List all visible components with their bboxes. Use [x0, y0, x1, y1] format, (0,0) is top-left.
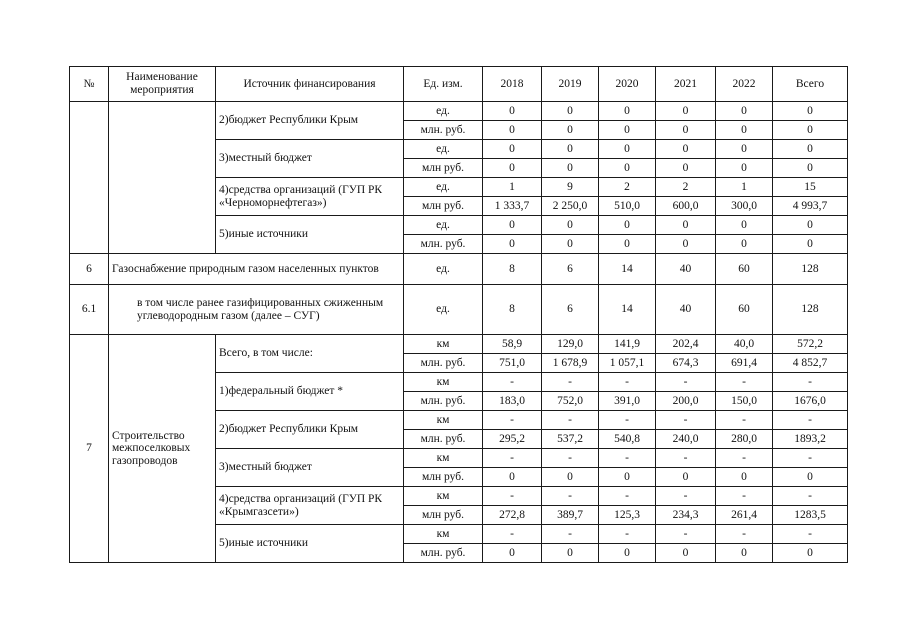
value-cell: 300,0	[716, 197, 773, 216]
value-cell: 0	[656, 544, 716, 563]
document-page	[69, 66, 848, 563]
value-cell: 183,0	[483, 392, 542, 411]
value-cell: 8	[483, 285, 542, 335]
value-cell: 141,9	[599, 335, 656, 354]
value-cell: -	[599, 487, 656, 506]
value-cell: 0	[773, 468, 848, 487]
value-cell: 0	[656, 102, 716, 121]
value-cell: 280,0	[716, 430, 773, 449]
unit-cell: км	[404, 449, 483, 468]
value-cell: 0	[773, 102, 848, 121]
unit-cell: млн руб.	[404, 159, 483, 178]
value-cell: -	[773, 411, 848, 430]
value-cell: 0	[773, 544, 848, 563]
value-cell: 1 057,1	[599, 354, 656, 373]
value-cell: 0	[716, 544, 773, 563]
value-cell: 389,7	[542, 506, 599, 525]
unit-cell: км	[404, 335, 483, 354]
value-cell: -	[716, 525, 773, 544]
value-cell: 0	[542, 468, 599, 487]
merged-name-cell: в том числе ранее газифицированных сжиженным углеводородным газом (далее – СУГ)	[109, 285, 404, 335]
value-cell: 4 852,7	[773, 354, 848, 373]
value-cell: -	[599, 525, 656, 544]
value-cell: 240,0	[656, 430, 716, 449]
value-cell: 1 678,9	[542, 354, 599, 373]
source-cell: 5)иные источники	[216, 525, 404, 563]
value-cell: 1283,5	[773, 506, 848, 525]
unit-cell: км	[404, 373, 483, 392]
value-cell: 0	[656, 121, 716, 140]
unit-cell: млн руб.	[404, 506, 483, 525]
value-cell: 150,0	[716, 392, 773, 411]
source-cell: 5)иные источники	[216, 216, 404, 254]
unit-cell: млн. руб.	[404, 354, 483, 373]
value-cell: -	[483, 373, 542, 392]
unit-cell: ед.	[404, 102, 483, 121]
value-cell: 0	[716, 468, 773, 487]
value-cell: 0	[716, 121, 773, 140]
value-cell: 600,0	[656, 197, 716, 216]
value-cell: 0	[542, 544, 599, 563]
source-cell: 4)средства организаций (ГУП РК «Черноморнефтегаз»)	[216, 178, 404, 216]
value-cell: 0	[542, 216, 599, 235]
value-cell: -	[773, 525, 848, 544]
value-cell: 202,4	[656, 335, 716, 354]
header-cell-source: Источник финансирования	[216, 67, 404, 102]
value-cell: 0	[483, 121, 542, 140]
value-cell: 0	[483, 544, 542, 563]
value-cell: -	[773, 373, 848, 392]
value-cell: 674,3	[656, 354, 716, 373]
value-cell: 751,0	[483, 354, 542, 373]
value-cell: 0	[773, 216, 848, 235]
value-cell: 752,0	[542, 392, 599, 411]
value-cell: -	[773, 449, 848, 468]
value-cell: -	[542, 373, 599, 392]
value-cell: 0	[656, 235, 716, 254]
value-cell: 128	[773, 254, 848, 285]
value-cell: -	[656, 449, 716, 468]
value-cell: -	[716, 449, 773, 468]
unit-cell: млн. руб.	[404, 235, 483, 254]
table-row	[70, 285, 848, 335]
value-cell: -	[656, 487, 716, 506]
value-cell: 15	[773, 178, 848, 197]
source-cell: 1)федеральный бюджет *	[216, 373, 404, 411]
value-cell: -	[483, 411, 542, 430]
value-cell: 0	[483, 468, 542, 487]
value-cell: 40	[656, 285, 716, 335]
unit-cell: млн. руб.	[404, 430, 483, 449]
value-cell: 0	[716, 159, 773, 178]
value-cell: 261,4	[716, 506, 773, 525]
value-cell: -	[483, 487, 542, 506]
table-row	[70, 335, 848, 354]
unit-cell: млн руб.	[404, 197, 483, 216]
value-cell: -	[542, 411, 599, 430]
value-cell: -	[542, 487, 599, 506]
unit-cell: млн. руб.	[404, 544, 483, 563]
value-cell: 60	[716, 254, 773, 285]
value-cell: -	[542, 449, 599, 468]
unit-cell: км	[404, 411, 483, 430]
value-cell: 391,0	[599, 392, 656, 411]
table-row	[70, 102, 848, 121]
header-cell-2021: 2021	[656, 67, 716, 102]
value-cell: 2 250,0	[542, 197, 599, 216]
name-cell-empty	[109, 102, 216, 254]
value-cell: 0	[542, 235, 599, 254]
value-cell: -	[483, 525, 542, 544]
value-cell: 272,8	[483, 506, 542, 525]
value-cell: 0	[599, 121, 656, 140]
value-cell: 0	[773, 159, 848, 178]
value-cell: 537,2	[542, 430, 599, 449]
value-cell: 0	[656, 140, 716, 159]
value-cell: 60	[716, 285, 773, 335]
value-cell: 0	[483, 159, 542, 178]
value-cell: 0	[483, 216, 542, 235]
source-cell: 4)средства организаций (ГУП РК «Крымгазсети»)	[216, 487, 404, 525]
value-cell: 0	[542, 159, 599, 178]
value-cell: -	[599, 411, 656, 430]
value-cell: 1676,0	[773, 392, 848, 411]
value-cell: 0	[542, 102, 599, 121]
unit-cell: км	[404, 525, 483, 544]
value-cell: -	[716, 487, 773, 506]
unit-cell: млн. руб.	[404, 121, 483, 140]
value-cell: 295,2	[483, 430, 542, 449]
value-cell: 8	[483, 254, 542, 285]
table-header-row	[70, 67, 848, 102]
num-cell: 6.1	[70, 285, 109, 335]
header-cell-2018: 2018	[483, 67, 542, 102]
value-cell: 2	[599, 178, 656, 197]
value-cell: 58,9	[483, 335, 542, 354]
value-cell: -	[773, 487, 848, 506]
value-cell: 1	[716, 178, 773, 197]
source-cell: 3)местный бюджет	[216, 140, 404, 178]
value-cell: 234,3	[656, 506, 716, 525]
value-cell: 0	[773, 140, 848, 159]
unit-cell: км	[404, 487, 483, 506]
value-cell: 540,8	[599, 430, 656, 449]
value-cell: 0	[716, 102, 773, 121]
source-cell: 2)бюджет Республики Крым	[216, 102, 404, 140]
value-cell: 0	[483, 140, 542, 159]
unit-cell: ед.	[404, 285, 483, 335]
unit-cell: млн руб.	[404, 468, 483, 487]
value-cell: 0	[716, 216, 773, 235]
name-cell: Строительство межпоселковых газопроводов	[109, 335, 216, 563]
num-cell: 7	[70, 335, 109, 563]
value-cell: 510,0	[599, 197, 656, 216]
value-cell: -	[656, 411, 716, 430]
value-cell: 6	[542, 254, 599, 285]
value-cell: 0	[716, 235, 773, 254]
value-cell: 9	[542, 178, 599, 197]
value-cell: 0	[599, 140, 656, 159]
value-cell: -	[542, 525, 599, 544]
value-cell: -	[599, 449, 656, 468]
value-cell: 0	[542, 140, 599, 159]
value-cell: 40,0	[716, 335, 773, 354]
num-cell: 6	[70, 254, 109, 285]
value-cell: 0	[599, 159, 656, 178]
value-cell: 0	[483, 235, 542, 254]
value-cell: 0	[599, 102, 656, 121]
value-cell: 691,4	[716, 354, 773, 373]
unit-cell: ед.	[404, 216, 483, 235]
value-cell: 128	[773, 285, 848, 335]
value-cell: 0	[599, 468, 656, 487]
financing-table	[69, 66, 848, 563]
value-cell: 0	[656, 159, 716, 178]
value-cell: -	[599, 373, 656, 392]
value-cell: 0	[773, 121, 848, 140]
source-cell: 2)бюджет Республики Крым	[216, 411, 404, 449]
num-cell-empty	[70, 102, 109, 254]
unit-cell: млн. руб.	[404, 392, 483, 411]
header-cell-total: Всего	[773, 67, 848, 102]
source-cell: Всего, в том числе:	[216, 335, 404, 373]
header-cell-2020: 2020	[599, 67, 656, 102]
value-cell: 0	[599, 216, 656, 235]
unit-cell: ед.	[404, 254, 483, 285]
merged-name-cell: Газоснабжение природным газом населенных пунктов	[109, 254, 404, 285]
value-cell: 1893,2	[773, 430, 848, 449]
value-cell: 6	[542, 285, 599, 335]
value-cell: -	[483, 449, 542, 468]
value-cell: 40	[656, 254, 716, 285]
value-cell: 14	[599, 285, 656, 335]
value-cell: 1 333,7	[483, 197, 542, 216]
value-cell: 0	[716, 140, 773, 159]
header-cell-2022: 2022	[716, 67, 773, 102]
source-cell: 3)местный бюджет	[216, 449, 404, 487]
value-cell: -	[716, 411, 773, 430]
value-cell: 0	[773, 235, 848, 254]
value-cell: 0	[599, 235, 656, 254]
value-cell: 0	[483, 102, 542, 121]
value-cell: 572,2	[773, 335, 848, 354]
value-cell: 1	[483, 178, 542, 197]
value-cell: 2	[656, 178, 716, 197]
value-cell: 0	[656, 216, 716, 235]
value-cell: -	[656, 373, 716, 392]
value-cell: 4 993,7	[773, 197, 848, 216]
value-cell: 125,3	[599, 506, 656, 525]
value-cell: 0	[599, 544, 656, 563]
unit-cell: ед.	[404, 140, 483, 159]
table-body	[70, 102, 848, 563]
value-cell: 129,0	[542, 335, 599, 354]
value-cell: -	[716, 373, 773, 392]
header-cell-name: Наименование мероприятия	[109, 67, 216, 102]
value-cell: 14	[599, 254, 656, 285]
value-cell: -	[656, 525, 716, 544]
value-cell: 200,0	[656, 392, 716, 411]
header-cell-num: №	[70, 67, 109, 102]
header-cell-2019: 2019	[542, 67, 599, 102]
unit-cell: ед.	[404, 178, 483, 197]
value-cell: 0	[542, 121, 599, 140]
value-cell: 0	[656, 468, 716, 487]
header-cell-unit: Ед. изм.	[404, 67, 483, 102]
table-row	[70, 254, 848, 285]
